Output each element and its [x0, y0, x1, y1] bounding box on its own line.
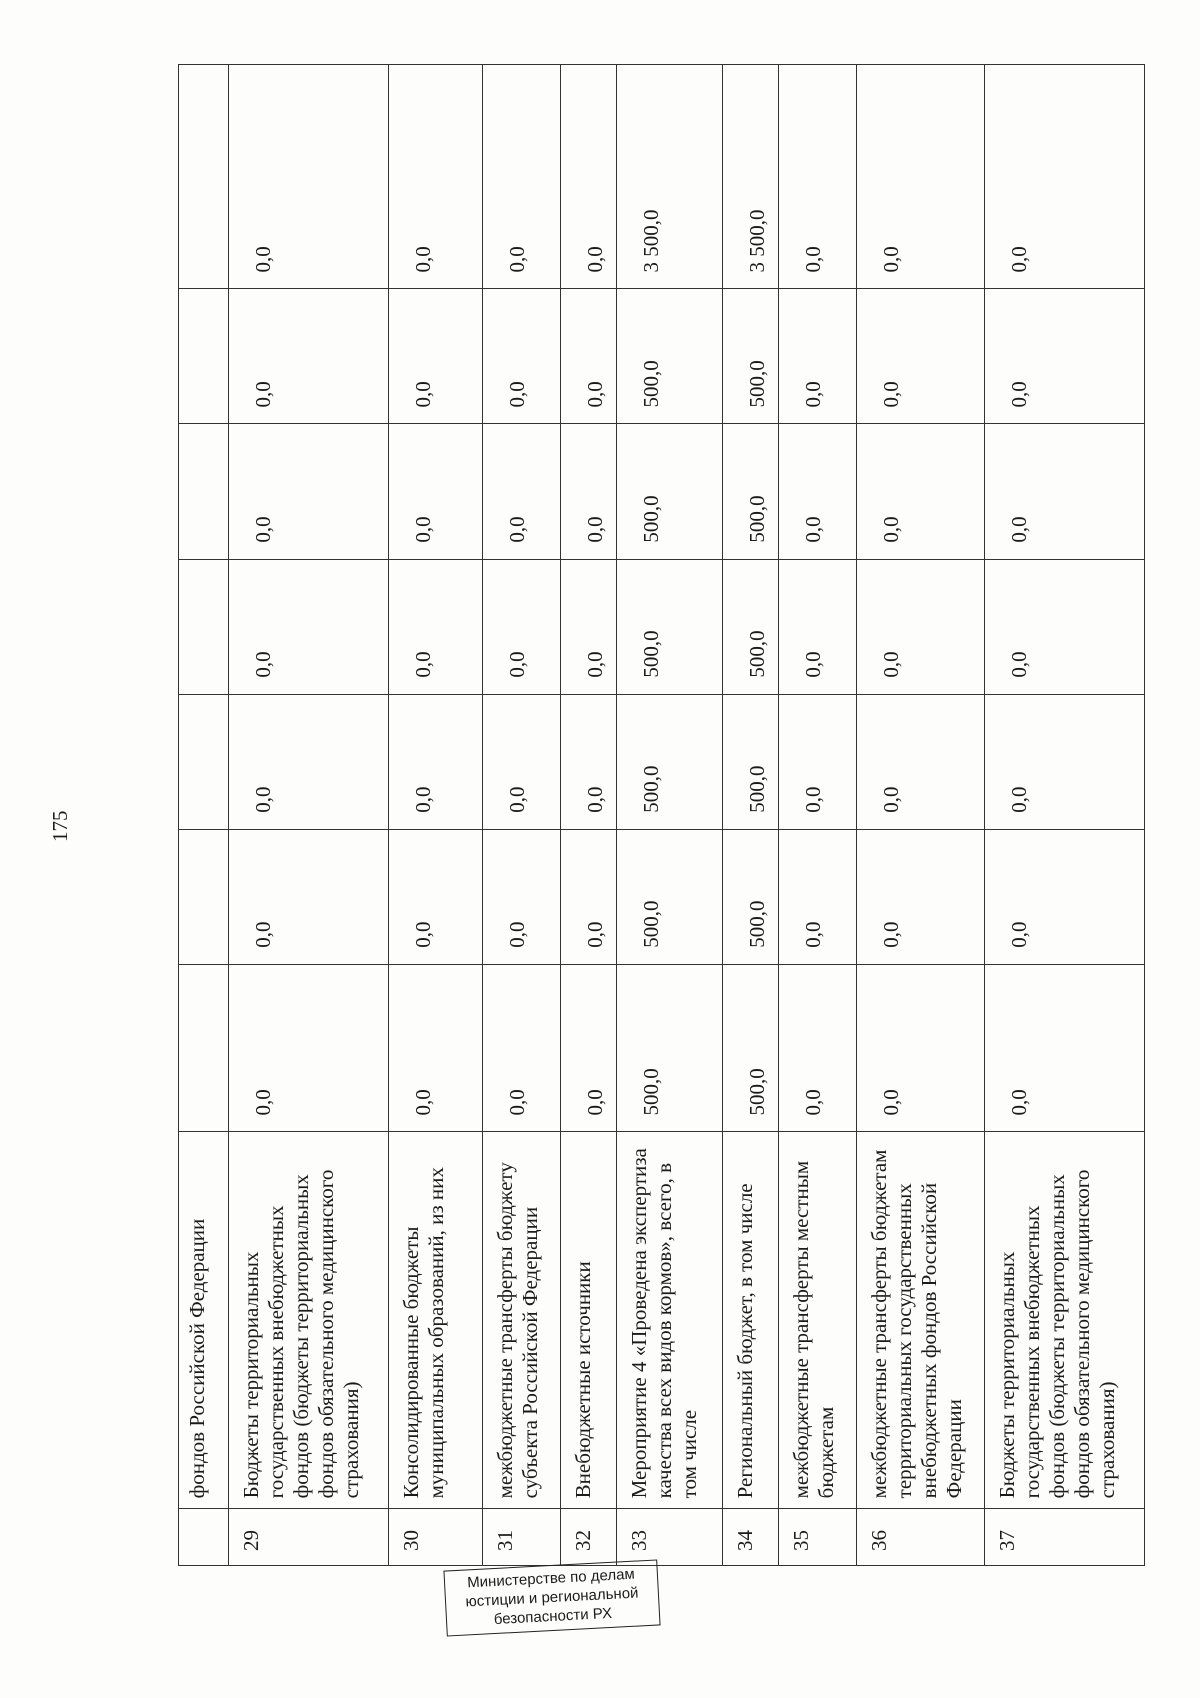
row-name: Мероприятие 4 «Проведена экспертиза качества всех видов кормов», всего, в том числе: [617, 1132, 723, 1509]
value-cell: 0,0: [229, 964, 389, 1132]
value-cell: 0,0: [985, 694, 1145, 829]
value-cell: 500,0: [723, 694, 779, 829]
row-number: 34: [723, 1509, 779, 1566]
row-name: Бюджеты территориальных государственных внебюджетных фондов (бюджеты территориальных фондов обязательного медицинского страхования): [229, 1132, 389, 1509]
value-cell: 500,0: [617, 559, 723, 694]
value-cell: 0,0: [985, 964, 1145, 1132]
value-cell: 0,0: [985, 829, 1145, 964]
row-name: Региональный бюджет, в том числе: [723, 1132, 779, 1509]
value-cell: 0,0: [483, 289, 561, 424]
row-name: Консолидированные бюджеты муниципальных образований, из них: [389, 1132, 483, 1509]
row-name: Бюджеты территориальных государственных внебюджетных фондов (бюджеты территориальных фондов обязательного медицинского страхования): [985, 1132, 1145, 1509]
continuation-row: [179, 65, 229, 1566]
value-cell: 0,0: [389, 289, 483, 424]
budget-table-body: [179, 65, 1145, 1566]
value-cell: 500,0: [723, 559, 779, 694]
value-cell: 0,0: [561, 65, 617, 289]
value-cell: 0,0: [229, 694, 389, 829]
table-row: [483, 65, 561, 1566]
value-cell: 0,0: [483, 694, 561, 829]
value-cell: 0,0: [779, 424, 857, 559]
table-row: [617, 65, 723, 1566]
value-cell: 0,0: [229, 829, 389, 964]
value-cell: 0,0: [779, 829, 857, 964]
value-cell: 0,0: [229, 424, 389, 559]
value-cell: 0,0: [483, 964, 561, 1132]
value-cell: 0,0: [483, 559, 561, 694]
value-cell: 0,0: [389, 694, 483, 829]
row-name: межбюджетные трансферты бюджетам территориальных государственных внебюджетных фондов Российской Федерации: [857, 1132, 985, 1509]
value-cell: 0,0: [857, 829, 985, 964]
value-cell: 0,0: [857, 964, 985, 1132]
value-cell: 500,0: [617, 964, 723, 1132]
row-number: 33: [617, 1509, 723, 1566]
ministry-stamp: [443, 1559, 660, 1636]
value-cell: 0,0: [857, 694, 985, 829]
value-cell: 0,0: [779, 559, 857, 694]
value-cell: 500,0: [723, 964, 779, 1132]
table-row: [779, 65, 857, 1566]
row-number: 37: [985, 1509, 1145, 1566]
row-number: 31: [483, 1509, 561, 1566]
value-cell: 0,0: [229, 559, 389, 694]
stamp-line-1: Министерстве по делам: [466, 1565, 636, 1592]
value-cell: 500,0: [617, 289, 723, 424]
value-cell: 0,0: [483, 829, 561, 964]
value-cell: 0,0: [483, 424, 561, 559]
value-cell: 0,0: [779, 65, 857, 289]
value-cell: 0,0: [389, 829, 483, 964]
value-cell: 0,0: [483, 65, 561, 289]
value-cell: 0,0: [985, 289, 1145, 424]
value-cell: 0,0: [561, 424, 617, 559]
row-number: 36: [857, 1509, 985, 1566]
value-cell: 0,0: [779, 694, 857, 829]
value-cell: 0,0: [389, 424, 483, 559]
value-cell: 0,0: [561, 694, 617, 829]
row-number: 30: [389, 1509, 483, 1566]
value-cell: 0,0: [779, 289, 857, 424]
value-cell: 0,0: [857, 289, 985, 424]
value-cell: 3 500,0: [617, 65, 723, 289]
row-name: межбюджетные трансферты бюджету субъекта Российской Федерации: [483, 1132, 561, 1509]
row-name: межбюджетные трансферты местным бюджетам: [779, 1132, 857, 1509]
value-cell: 0,0: [229, 65, 389, 289]
value-cell: 0,0: [229, 289, 389, 424]
value-cell: 0,0: [857, 559, 985, 694]
value-cell: 0,0: [389, 559, 483, 694]
row-name: Внебюджетные источники: [561, 1132, 617, 1509]
cell-num: [179, 1509, 229, 1566]
row-number: 35: [779, 1509, 857, 1566]
value-cell: 0,0: [857, 424, 985, 559]
value-cell: 0,0: [561, 289, 617, 424]
row-number: 29: [229, 1509, 389, 1566]
stamp-line-2: юстиции и региональной: [465, 1584, 639, 1611]
row-number: 32: [561, 1509, 617, 1566]
table-row: [857, 65, 985, 1566]
rotated-page: [178, 64, 1130, 1566]
value-cell: 0,0: [985, 559, 1145, 694]
budget-table: [178, 64, 1145, 1566]
value-cell: 500,0: [723, 289, 779, 424]
stamp-line-3: безопасности РХ: [493, 1604, 613, 1629]
value-cell: 0,0: [779, 964, 857, 1132]
value-cell: 500,0: [617, 694, 723, 829]
page-number: 175: [48, 810, 72, 842]
table-row: [229, 65, 389, 1566]
table-row: [561, 65, 617, 1566]
value-cell: 0,0: [561, 559, 617, 694]
value-cell: 500,0: [617, 829, 723, 964]
table-row: [389, 65, 483, 1566]
table-row: [985, 65, 1145, 1566]
value-cell: 0,0: [985, 65, 1145, 289]
value-cell: 0,0: [389, 65, 483, 289]
value-cell: 500,0: [723, 424, 779, 559]
value-cell: 0,0: [985, 424, 1145, 559]
value-cell: 0,0: [561, 829, 617, 964]
value-cell: 3 500,0: [723, 65, 779, 289]
value-cell: 0,0: [389, 964, 483, 1132]
value-cell: 0,0: [561, 964, 617, 1132]
value-cell: 500,0: [723, 829, 779, 964]
table-row: [723, 65, 779, 1566]
cell-name: фондов Российской Федерации: [179, 1132, 229, 1509]
value-cell: 0,0: [857, 65, 985, 289]
value-cell: 500,0: [617, 424, 723, 559]
